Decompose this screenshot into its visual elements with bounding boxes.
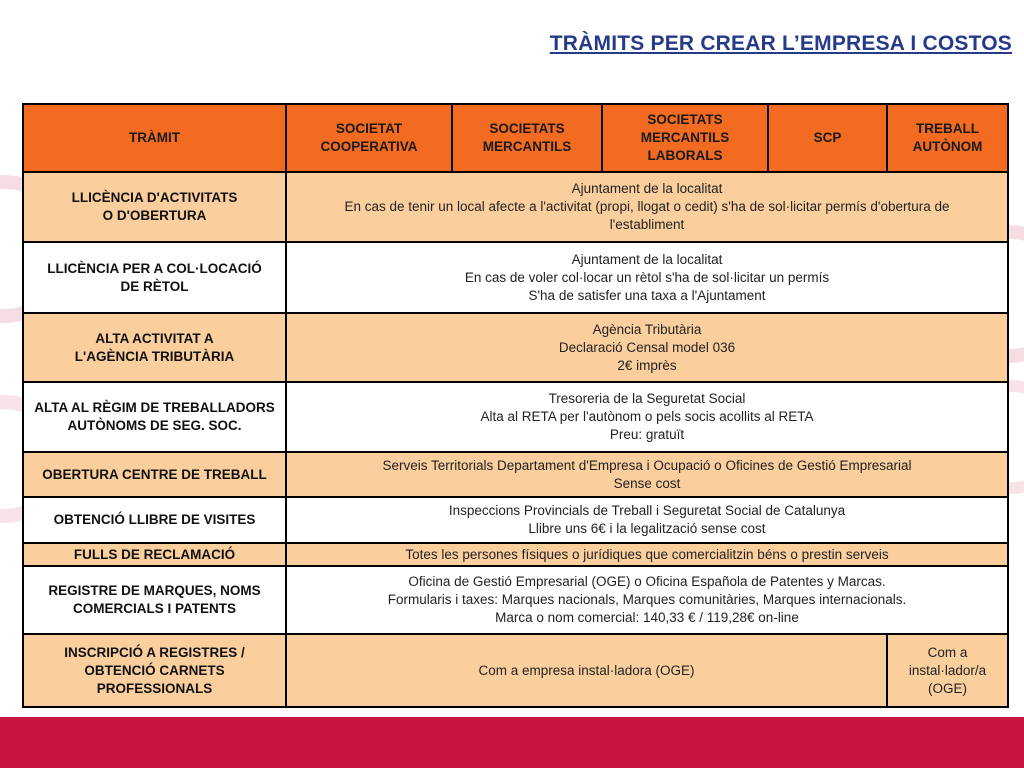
table-header-row: [23, 104, 1008, 172]
table-row: [23, 566, 1008, 634]
row-content: Ajuntament de la localitat En cas de tenir un local afecte a l'activitat (propi, llogat o cedit) s'ha de sol·licitar permís d'obertura de l'establiment: [286, 172, 1008, 242]
table-row: [23, 452, 1008, 497]
header-scp: SCP: [768, 104, 887, 172]
row-label: LLICÈNCIA D'ACTIVITATS O D'OBERTURA: [23, 172, 286, 242]
table-row: [23, 634, 1008, 707]
table-row: [23, 543, 1008, 566]
row-content-installador: Com a instal·lador/a (OGE): [887, 634, 1008, 707]
table-row: [23, 172, 1008, 242]
row-label: ALTA ACTIVITAT A L'AGÈNCIA TRIBUTÀRIA: [23, 313, 286, 382]
row-label: FULLS DE RECLAMACIÓ: [23, 543, 286, 566]
row-content: Ajuntament de la localitat En cas de voler col·locar un rètol s'ha de sol·licitar un permís S'ha de satisfer una taxa a l'Ajuntament: [286, 242, 1008, 313]
row-label: REGISTRE DE MARQUES, NOMS COMERCIALS I PATENTS: [23, 566, 286, 634]
row-content: Oficina de Gestió Empresarial (OGE) o Oficina Española de Patentes y Marcas. Formularis i taxes: Marques nacionals, Marques comunitàries, Marques internacionals. Marca o nom comercial: 140,33 € / 119,28€ on-line: [286, 566, 1008, 634]
table-row: [23, 497, 1008, 543]
row-label: LLICÈNCIA PER A COL·LOCACIÓ DE RÈTOL: [23, 242, 286, 313]
header-societats-mercantils: SOCIETATS MERCANTILS: [452, 104, 602, 172]
row-label: ALTA AL RÈGIM DE TREBALLADORS AUTÒNOMS DE SEG. SOC.: [23, 382, 286, 452]
row-content: Tresoreria de la Seguretat Social Alta al RETA per l'autònom o pels socis acollits al RETA Preu: gratuït: [286, 382, 1008, 452]
footer-bar: [0, 717, 1024, 768]
row-label: OBTENCIÓ LLIBRE DE VISITES: [23, 497, 286, 543]
row-content: Agència Tributària Declaració Censal model 036 2€ imprès: [286, 313, 1008, 382]
row-content: Totes les persones físiques o jurídiques que comercialitzin béns o prestin serveis: [286, 543, 1008, 566]
table-row: [23, 313, 1008, 382]
row-content: Serveis Territorials Departament d'Empresa i Ocupació o Oficines de Gestió Empresarial Sense cost: [286, 452, 1008, 497]
row-label: INSCRIPCIÓ A REGISTRES / OBTENCIÓ CARNETS PROFESSIONALS: [23, 634, 286, 707]
header-societats-mercantils-laborals: SOCIETATS MERCANTILS LABORALS: [602, 104, 768, 172]
table-row: [23, 382, 1008, 452]
header-treball-autonom: TREBALL AUTÒNOM: [887, 104, 1008, 172]
procedures-table: [22, 103, 1009, 708]
row-label: OBERTURA CENTRE DE TREBALL: [23, 452, 286, 497]
header-tramit: TRÀMIT: [23, 104, 286, 172]
header-societat-cooperativa: SOCIETAT COOPERATIVA: [286, 104, 452, 172]
row-content: Inspeccions Provincials de Treball i Seguretat Social de Catalunya Llibre uns 6€ i la legalització sense cost: [286, 497, 1008, 543]
page-title: TRÀMITS PER CREAR L’EMPRESA I COSTOS: [549, 32, 1012, 55]
table-row: [23, 242, 1008, 313]
row-content-empresa: Com a empresa instal·ladora (OGE): [286, 634, 887, 707]
